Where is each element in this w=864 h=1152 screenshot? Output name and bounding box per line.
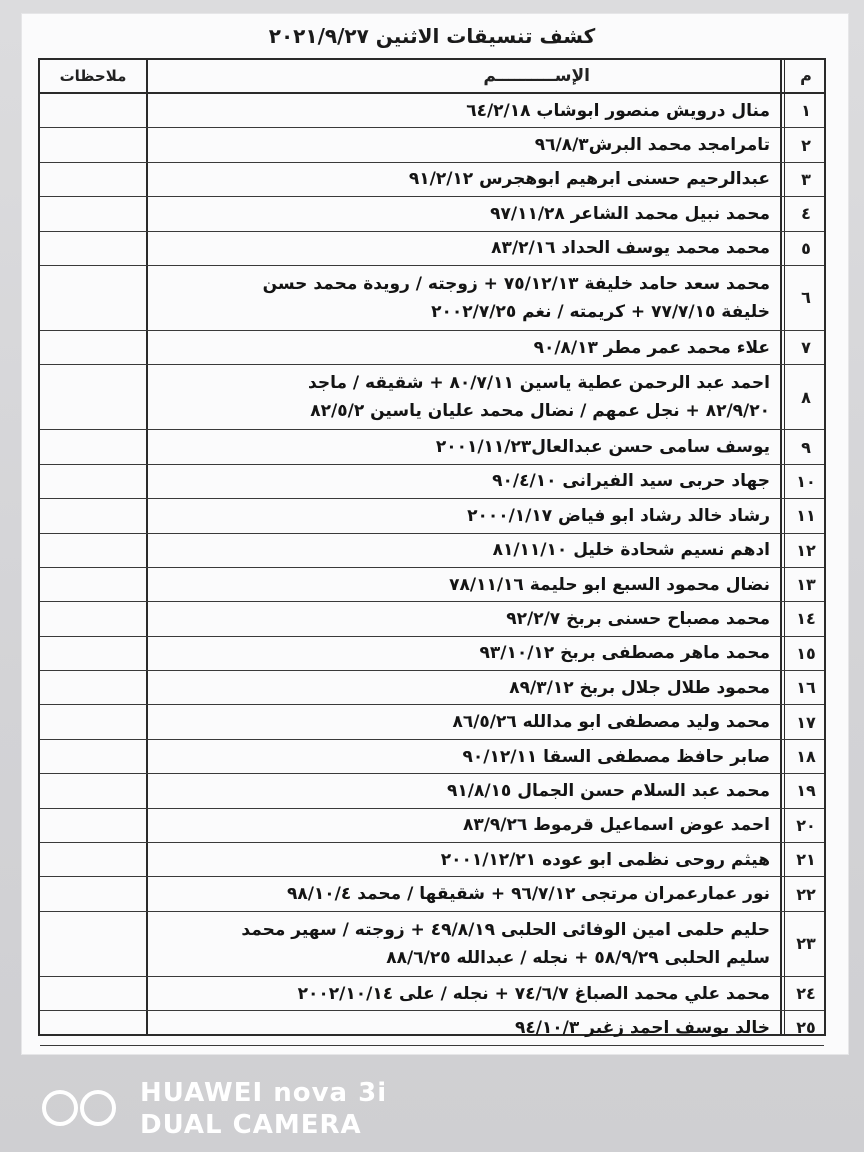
table-row bbox=[40, 499, 824, 533]
row-number-cell: ١٢ bbox=[796, 540, 816, 560]
row-name-cell bbox=[152, 197, 774, 230]
row-number-cell: ٤ bbox=[801, 204, 811, 224]
row-name-cell bbox=[152, 912, 774, 976]
row-name-line: محمد وليد مصطفى ابو مدالله ٨٦/٥/٢٦ bbox=[452, 712, 770, 733]
row-name-line: خليفة ٧٧/٧/١٥ + كريمته / نغم ٢٠٠٢/٧/٢٥ bbox=[431, 301, 770, 322]
table-row bbox=[40, 465, 824, 499]
row-number-cell: ١٤ bbox=[796, 609, 816, 629]
row-name-cell bbox=[152, 977, 774, 1010]
table-row bbox=[40, 430, 824, 464]
row-number-cell: ٩ bbox=[801, 437, 811, 457]
table-row bbox=[40, 977, 824, 1011]
table-header bbox=[40, 60, 824, 94]
row-name-cell bbox=[152, 809, 774, 842]
row-name-cell bbox=[152, 1011, 774, 1044]
row-name-cell bbox=[152, 568, 774, 601]
row-number-cell: ٨ bbox=[801, 387, 811, 407]
row-number-cell: ٢٤ bbox=[796, 984, 816, 1003]
row-name-cell bbox=[152, 94, 774, 127]
header-name: الإســــــــــم bbox=[483, 66, 590, 86]
row-name-cell bbox=[152, 163, 774, 196]
row-name-line: سليم الحلبى ٥٨/٩/٢٩ + نجله / عبدالله ٨٨/٦/٢٥ bbox=[386, 947, 770, 968]
row-name-line: محمد مصباح حسنى بربخ ٩٢/٢/٧ bbox=[506, 608, 770, 629]
row-number-cell: ١٧ bbox=[796, 712, 816, 732]
table-row bbox=[40, 774, 824, 808]
row-number-cell: ٢٣ bbox=[796, 934, 816, 954]
row-name-line: محمد سعد حامد خليفة ٧٥/١٢/١٣ + زوجته / رويدة محمد حسن bbox=[262, 273, 770, 294]
row-number-cell: ٦ bbox=[801, 288, 811, 308]
row-number-cell: ١٦ bbox=[796, 678, 816, 698]
row-name-cell bbox=[152, 232, 774, 265]
row-name-line: محمد علي محمد الصباغ ٧٤/٦/٧ + نجله / على ٢٠٠٢/١٠/١٤ bbox=[297, 983, 770, 1004]
row-name-line: صابر حافظ مصطفى السقا ٩٠/١٢/١١ bbox=[462, 746, 770, 767]
row-name-cell bbox=[152, 740, 774, 773]
table-row bbox=[40, 266, 824, 331]
row-name-cell bbox=[152, 877, 774, 910]
table-row bbox=[40, 568, 824, 602]
row-name-cell bbox=[152, 637, 774, 670]
row-name-line: ٨٢/٩/٢٠ + نجل عمهم / نضال محمد عليان ياسين ٨٢/٥/٢ bbox=[310, 401, 770, 422]
table-row bbox=[40, 740, 824, 774]
row-name-line: محمد نبيل محمد الشاعر ٩٧/١١/٢٨ bbox=[490, 203, 770, 224]
table-row bbox=[40, 163, 824, 197]
table-body bbox=[40, 94, 824, 1046]
row-name-line: يوسف سامى حسن عبدالعال٢٠٠١/١١/٢٣ bbox=[435, 437, 770, 458]
row-name-cell bbox=[152, 774, 774, 807]
header-notes: ملاحظات bbox=[59, 67, 127, 85]
row-name-line: هيثم روحى نظمى ابو عوده ٢٠٠١/١٢/٢١ bbox=[440, 849, 770, 870]
table-row bbox=[40, 94, 824, 128]
row-name-cell bbox=[152, 843, 774, 876]
row-number-cell: ٧ bbox=[801, 338, 811, 358]
row-number-cell: ٢١ bbox=[796, 850, 816, 870]
row-name-line: محمد ماهر مصطفى بربخ ٩٣/١٠/١٢ bbox=[479, 643, 770, 664]
row-name-cell bbox=[152, 499, 774, 532]
row-name-line: عبدالرحيم حسنى ابرهيم ابوهجرس ٩١/٢/١٢ bbox=[408, 169, 770, 190]
row-name-line: جهاد حربى سيد الفيرانى ٩٠/٤/١٠ bbox=[492, 471, 770, 492]
row-number-cell: ١١ bbox=[796, 506, 816, 526]
row-name-cell bbox=[152, 602, 774, 635]
table-row bbox=[40, 534, 824, 568]
table-row bbox=[40, 602, 824, 636]
table-row bbox=[40, 197, 824, 231]
row-number-cell: ٢ bbox=[801, 135, 811, 155]
row-name-line: ادهم نسيم شحادة خليل ٨١/١١/١٠ bbox=[492, 540, 770, 561]
table-row bbox=[40, 843, 824, 877]
row-number-cell: ٢٢ bbox=[796, 884, 816, 904]
table-row bbox=[40, 365, 824, 430]
table-row bbox=[40, 809, 824, 843]
row-name-cell bbox=[152, 331, 774, 364]
header-number: م bbox=[800, 66, 812, 85]
row-name-line: محمد محمد يوسف الحداد ٨٣/٢/١٦ bbox=[491, 238, 770, 259]
row-name-line: احمد عبد الرحمن عطية ياسين ٨٠/٧/١١ + شقيقه / ماجد bbox=[308, 373, 770, 394]
row-name-line: محمود طلال جلال بربخ ٨٩/٣/١٢ bbox=[509, 677, 770, 698]
row-number-cell: ١٩ bbox=[796, 781, 816, 801]
row-name-line: خالد يوسف احمد زغير ٩٤/١٠/٣ bbox=[514, 1017, 770, 1038]
row-name-line: علاء محمد عمر مطر ٩٠/٨/١٣ bbox=[533, 337, 770, 358]
row-name-cell bbox=[152, 430, 774, 463]
row-name-line: نضال محمود السبع ابو حليمة ٧٨/١١/١٦ bbox=[449, 574, 770, 595]
row-name-cell bbox=[152, 671, 774, 704]
row-number-cell: ٣ bbox=[801, 169, 811, 189]
row-number-cell: ١٠ bbox=[796, 471, 816, 491]
row-name-cell bbox=[152, 465, 774, 498]
names-table bbox=[38, 58, 826, 1036]
row-name-line: احمد عوض اسماعيل قرموط ٨٣/٩/٢٦ bbox=[462, 815, 770, 836]
camera-watermark bbox=[40, 1072, 420, 1142]
row-number-cell: ١٣ bbox=[796, 575, 816, 595]
row-number-cell: ٥ bbox=[801, 238, 811, 258]
table-row bbox=[40, 912, 824, 977]
row-name-line: تامرامجد محمد البرش٩٦/٨/٣ bbox=[534, 135, 770, 156]
row-name-line: حليم حلمى امين الوفائى الحلبى ٤٩/٨/١٩ + زوجته / سهير محمد bbox=[241, 919, 770, 940]
table-row bbox=[40, 232, 824, 266]
table-row bbox=[40, 671, 824, 705]
table-row bbox=[40, 637, 824, 671]
row-number-cell: ١٨ bbox=[796, 747, 816, 767]
row-name-cell bbox=[152, 128, 774, 161]
row-name-cell bbox=[152, 266, 774, 330]
table-row bbox=[40, 331, 824, 365]
row-name-line: رشاد خالد رشاد ابو فياض ٢٠٠٠/١/١٧ bbox=[467, 505, 770, 526]
table-row bbox=[40, 1011, 824, 1045]
camera-logo-icon bbox=[40, 1086, 140, 1130]
row-number-cell: ١٥ bbox=[796, 643, 816, 663]
row-name-cell bbox=[152, 705, 774, 738]
table-row bbox=[40, 128, 824, 162]
table-row bbox=[40, 877, 824, 911]
camera-model: DUAL CAMERA bbox=[140, 1110, 362, 1140]
table-row bbox=[40, 705, 824, 739]
camera-brand: HUAWEI nova 3i bbox=[140, 1078, 388, 1108]
row-name-cell bbox=[152, 534, 774, 567]
page-title: كشف تنسيقات الاثنين ٢٠٢١/٩/٢٧ bbox=[268, 24, 596, 48]
row-name-line: محمد عبد السلام حسن الجمال ٩١/٨/١٥ bbox=[447, 780, 770, 801]
row-name-line: نور عمارعمران مرتجى ٩٦/٧/١٢ + شقيقها / محمد ٩٨/١٠/٤ bbox=[286, 884, 770, 905]
row-number-cell: ١ bbox=[801, 101, 811, 121]
row-name-cell bbox=[152, 365, 774, 429]
row-number-cell: ٢٥ bbox=[796, 1018, 816, 1038]
row-number-cell: ٢٠ bbox=[796, 815, 816, 835]
row-name-line: منال درويش منصور ابوشاب ٦٤/٢/١٨ bbox=[466, 100, 770, 121]
